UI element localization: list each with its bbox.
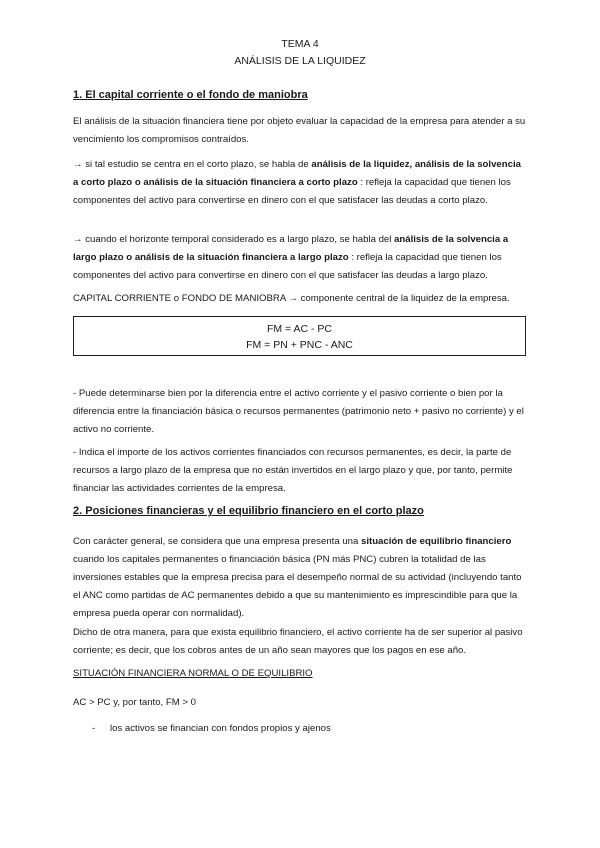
section1-paragraph-2: → si tal estudio se centra en el corto plazo, se habla de análisis de la liquidez, análisis de la solvencia a corto plazo o análisis de la situación financiera a corto plazo : refleja la capacidad que tienen los componentes del activo para convertirse en dinero con el que satisfacer las deudas a corto plazo. <box>73 159 521 206</box>
section1-heading: 1. El capital corriente o el fondo de maniobra <box>73 89 308 101</box>
bullet-item-1: los activos se financian con fondos propios y ajenos <box>110 723 331 734</box>
topic-label: TEMA 4 <box>281 38 319 50</box>
section1-paragraph-6: - Indica el importe de los activos corrientes financiados con recursos permanentes, es decir, la parte de recursos a largo plazo de la empresa que no están invertidos en el largo plazo y que, por tanto, permite financiar las actividades corrientes de la empresa. <box>73 447 513 494</box>
section2-heading: 2. Posiciones financieras y el equilibrio financiero en el corto plazo <box>73 505 424 517</box>
section1-paragraph-5: - Puede determinarse bien por la diferencia entre el activo corriente y el pasivo corriente o bien por la diferencia entre la financiación básica o recursos permanentes (patrimonio neto + pasivo no corriente) y el activo no corriente. <box>73 388 524 435</box>
document-title: ANÁLISIS DE LA LIQUIDEZ <box>234 55 366 67</box>
formula-fm-pn-pnc-anc: FM = PN + PNC - ANC <box>246 339 353 351</box>
section1-paragraph-1: El análisis de la situación financiera tiene por objeto evaluar la capacidad de la empresa para atender a su vencimiento los compromisos contraídos. <box>73 116 526 145</box>
section2-paragraph-1: Con carácter general, se considera que una empresa presenta una situación de equilibrio financiero cuando los capitales permanentes o financiación básica (PN más PNC) cubren la totalidad de las inversiones estables que la empresa precisa para el desempeño normal de su actividad (incluyendo tanto el ANC como partidas de AC permanentes debido a que su mantenimiento es imprescindible para que la empresa pueda operar con normalidad). <box>73 536 522 619</box>
section2-paragraph-2: Dicho de otra manera, para que exista equilibrio financiero, el activo corriente ha de ser superior al pasivo corriente; es decir, que los cobros antes de un año sean mayores que los pagos en ese año. <box>73 627 523 656</box>
equilibrium-condition: AC > PC y, por tanto, FM > 0 <box>73 697 196 708</box>
section1-paragraph-3: → cuando el horizonte temporal considerado es a largo plazo, se habla del análisis de la solvencia a largo plazo o análisis de la situación financiera a largo plazo : refleja la capacidad que tienen los componentes del activo para convertirse en dinero con el que satisfacer las deudas a largo plazo. <box>73 234 509 281</box>
equilibrium-subheading: SITUACIÓN FINANCIERA NORMAL O DE EQUILIBRIO <box>73 668 313 679</box>
section1-paragraph-4: CAPITAL CORRIENTE o FONDO DE MANIOBRA → componente central de la liquidez de la empresa. <box>73 293 510 304</box>
bullet-dash: - <box>92 723 96 734</box>
formula-box <box>73 316 526 356</box>
formula-fm-ac-pc: FM = AC - PC <box>266 323 333 335</box>
